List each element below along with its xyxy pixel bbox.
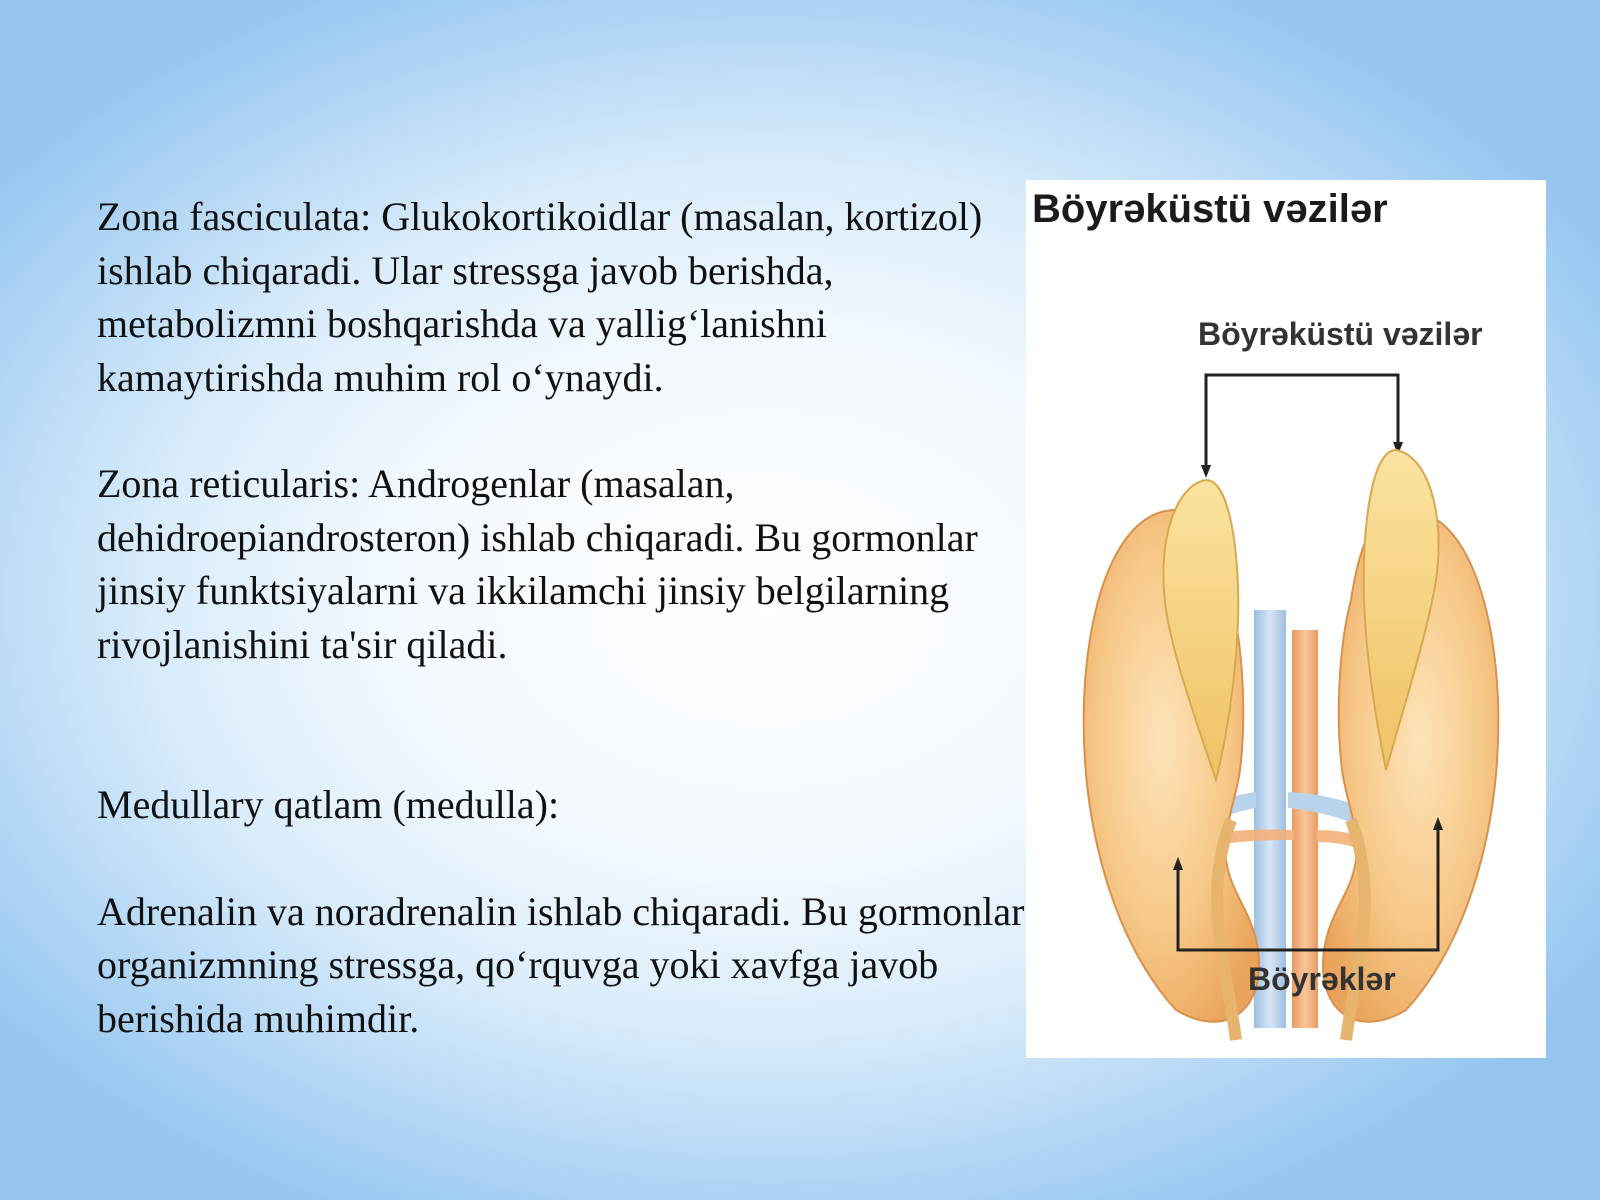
kidney-illustration [1026,180,1546,1058]
heading-medulla: Medullary qatlam (medulla): [97,782,560,827]
kidneys-label: Böyrəklər [1248,961,1396,997]
spacer [97,671,1027,778]
adrenal-bracket-arrows [1201,375,1403,478]
adrenal-glands-label: Böyrəküstü vəzilər [1198,316,1483,352]
paragraph-zona-reticularis: Zona reticularis: Androgenlar (masalan, dehidroepiandrosteron) ishlab chiqaradi. Bu gormonlar jinsiy funktsiyalarni va ikkilamchi jinsiy belgilarning rivojlanishini ta'sir qiladi. [97,461,978,667]
spacer [97,832,1027,885]
paragraph-zona-fasciculata: Zona fasciculata: Glukokortikoidlar (masalan, kortizol) ishlab chiqaradi. Ular stressga javob berishda, metabolizmni boshqarishda va yallig‘lanishni kamaytirishda muhim rol o‘ynaydi. [97,194,983,400]
kidney-adrenal-figure [1026,180,1546,1058]
paragraph-medulla: Adrenalin va noradrenalin ishlab chiqaradi. Bu gormonlar organizmning stressga, qo‘rquvga yoki xavfga javob berishida muhimdir. [97,888,1025,1041]
spacer [97,404,1027,457]
figure-title: Böyrəküstü vəzilər [1032,187,1388,231]
slide-text [97,190,1027,1045]
